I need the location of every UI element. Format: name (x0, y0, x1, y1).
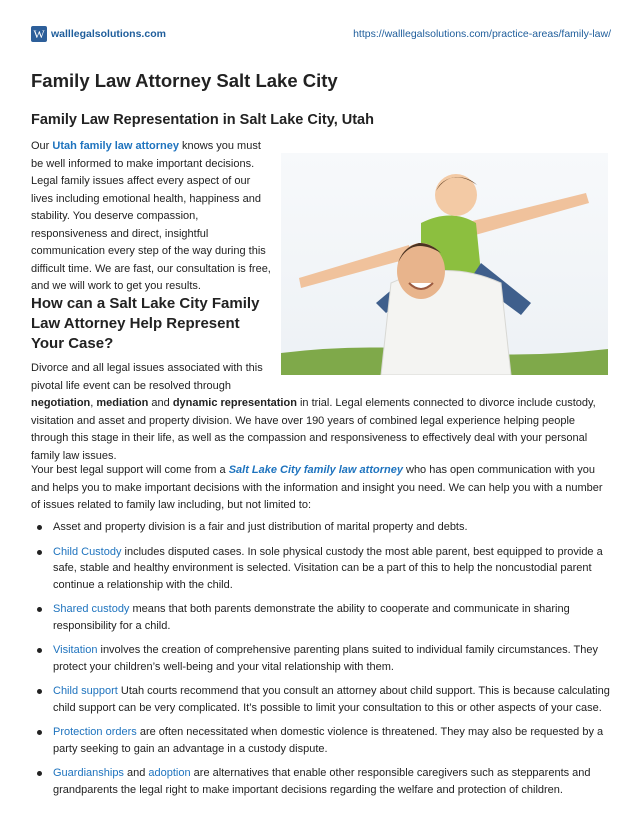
bullet-icon (37, 550, 42, 555)
salt-lake-city-family-law-attorney-link[interactable]: Salt Lake City family law attorney (228, 464, 403, 476)
list-item: Guardianships and adoption are alternatives that enable other responsible caregivers such as stepparents and grandparents the legal right to make important decisions regarding the welfare and protection of children. (36, 765, 611, 798)
section-subtitle: Family Law Representation in Salt Lake City, Utah (31, 112, 374, 128)
bullet-icon (37, 607, 42, 612)
list-item: Protection orders are often necessitated when domestic violence is threatened. They may also be requested by a party seeking to gain an advantage in a custody dispute. (36, 724, 611, 757)
protection-orders-link[interactable]: Protection orders (53, 726, 137, 738)
how-can-attorney-help-heading: How can a Salt Lake City Family Law Attorney Help Represent Your Case? (31, 295, 260, 352)
father-son-piggyback-photo (281, 153, 608, 375)
family-law-issues-list (36, 519, 611, 806)
shared-custody-link[interactable]: Shared custody (53, 603, 130, 615)
guardianships-link[interactable]: Guardianships (53, 767, 124, 779)
bullet-icon (37, 730, 42, 735)
legal-support-paragraph: Your best legal support will come from a Salt Lake City family law attorney who has open communication with you and helps you to make important decisions with the information and insight you need. We can help you with a number of issues related to family law including, but not limited to: (31, 464, 603, 511)
divorce-paragraph-continued: negotiation, mediation and dynamic representation in trial. Legal elements connected to divorce include custody, visitation and asset and property division. We have over 190 years of combined legal experience helping people through this stage in their life, as well as the compassion and responsiveness to effectively deal with your personal family law issues. (31, 397, 596, 462)
child-support-link[interactable]: Child support (53, 685, 118, 697)
photo-illustration (281, 153, 608, 375)
page-title: Family Law Attorney Salt Lake City (31, 70, 338, 91)
list-item: Child support Utah courts recommend that you consult an attorney about child support. This is because calculating child support can be very complicated. It’s possible to limit your consultation to this or other aspects of your case. (36, 683, 611, 716)
list-item: Shared custody means that both parents demonstrate the ability to cooperate and communicate in sharing responsibility for a child. (36, 601, 611, 634)
bullet-icon (37, 771, 42, 776)
child-head (435, 174, 477, 216)
intro-paragraph: Our Utah family law attorney knows you must be well informed to make important decisions. Legal family issues affect every aspect of our lives including emotional health, happiness and stability. You deserve compassion, responsiveness and direct, insightful communication every step of the way during this difficult time. We are fast, our consultation is free, and we will work to get you results. (31, 140, 271, 292)
adoption-link[interactable]: adoption (148, 767, 191, 779)
bullet-icon (37, 689, 42, 694)
bullet-icon (37, 648, 42, 653)
divorce-paragraph-lead: Divorce and all legal issues associated with this pivotal life event can be resolved through (31, 362, 263, 392)
bullet-icon (37, 525, 42, 530)
man-head (397, 243, 445, 299)
list-item: Child Custody includes disputed cases. In sole physical custody the most able parent, best equipped to provide a safe, stable and healthy environment is selected. Visitation can be a part of this to help the noncustodial parent continue a relationship with the child. (36, 544, 611, 594)
child-custody-link[interactable]: Child Custody (53, 545, 122, 558)
site-domain-link[interactable]: walllegalsolutions.com (51, 28, 166, 40)
pdf-header (31, 26, 611, 44)
list-item: Visitation involves the creation of comprehensive parenting plans suited to individual family circumstances. They protect your children’s well-being and your vital relationship with them. (36, 642, 611, 675)
visitation-link[interactable]: Visitation (53, 644, 98, 656)
site-logo-icon: W (31, 26, 47, 42)
utah-family-law-attorney-link[interactable]: Utah family law attorney (52, 140, 179, 152)
man-shirt (381, 271, 511, 376)
page-url-link[interactable]: https://walllegalsolutions.com/practice-areas/family-law/ (353, 28, 611, 40)
list-item: Asset and property division is a fair and just distribution of marital property and debts. (36, 519, 611, 536)
